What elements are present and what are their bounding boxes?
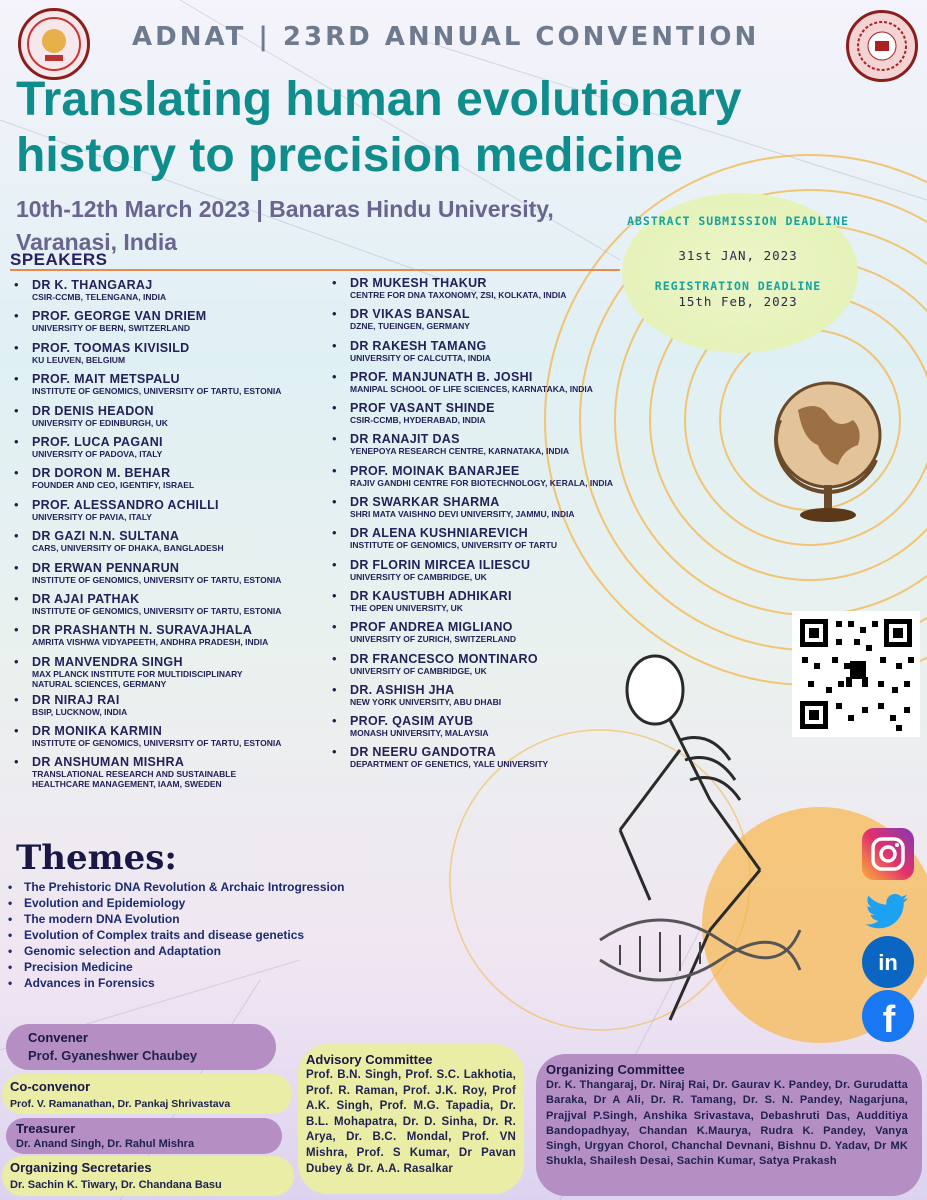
themes-list — [8, 880, 345, 992]
theme-item: • Evolution and Epidemiology — [8, 896, 345, 912]
facebook-icon[interactable] — [862, 990, 914, 1042]
theme-item: • The modern DNA Evolution — [8, 912, 345, 928]
speaker-name: • PROF. LUCA PAGANI — [32, 434, 163, 449]
speaker-affiliation: MONASH UNIVERSITY, MALAYSIA — [350, 728, 489, 739]
speaker-item — [8, 372, 338, 403]
speaker-item — [326, 683, 646, 714]
speaker-affiliation: RAJIV GANDHI CENTRE FOR BIOTECHNOLOGY, KERALA, INDIA — [350, 477, 614, 488]
speaker-item — [326, 339, 646, 370]
speaker-item — [326, 401, 646, 432]
speaker-affiliation: INSTITUTE OF GENOMICS, UNIVERSITY OF TARTU, ESTONIA — [32, 574, 282, 585]
speaker-item — [8, 529, 338, 560]
speaker-item — [326, 307, 646, 338]
speaker-affiliation: MAX PLANCK INSTITUTE FOR MULTIDISCIPLINARY NATURAL SCIENCES, GERMANY — [32, 668, 243, 689]
speaker-name: • DR RANAJIT DAS — [350, 432, 460, 447]
speaker-item — [326, 464, 646, 495]
svg-text:f: f — [882, 999, 896, 1041]
speaker-item — [8, 404, 338, 435]
coconvenor-names: Prof. V. Ramanathan, Dr. Pankaj Shrivastava — [10, 1098, 231, 1110]
speaker-item — [326, 714, 646, 745]
speaker-affiliation: TRANSLATIONAL RESEARCH AND SUSTAINABLE HEALTHCARE MANAGEMENT, IAAM, SWEDEN — [32, 769, 237, 790]
abstract-deadline-label: ABSTRACT SUBMISSION DEADLINE — [627, 214, 849, 228]
speaker-affiliation: BSIP, LUCKNOW, INDIA — [32, 706, 128, 717]
speaker-name: • PROF. GEORGE VAN DRIEM — [32, 309, 207, 324]
speaker-name: • DR NIRAJ RAI — [32, 692, 120, 707]
speaker-affiliation: CENTRE FOR DNA TAXONOMY, ZSI, KOLKATA, INDIA — [350, 290, 567, 300]
speaker-name: • PROF VASANT SHINDE — [350, 401, 495, 416]
speaker-name: • DR KAUSTUBH ADHIKARI — [350, 588, 512, 603]
speaker-affiliation: MANIPAL SCHOOL OF LIFE SCIENCES, KARNATAKA, INDIA — [350, 383, 593, 394]
twitter-icon[interactable] — [862, 884, 914, 936]
speaker-affiliation: CARS, UNIVERSITY OF DHAKA, BANGLADESH — [32, 543, 224, 554]
speaker-affiliation: KU LEUVEN, BELGIUM — [32, 354, 126, 365]
speaker-affiliation: UNIVERSITY OF PAVIA, ITALY — [32, 511, 152, 522]
speaker-name: • DR MANVENDRA SINGH — [32, 654, 183, 669]
theme-item: • Precision Medicine — [8, 960, 345, 976]
advisory-names: Prof. B.N. Singh, Prof. S.C. Lakhotia, Prof. R. Raman, Prof. J.K. Roy, Prof A.K. Singh, Prof. M.G. Tapadia, Dr. B.L. Mohapatra, Dr. D. Sinha, Dr. R. Arya, Dr. B.C. Mondal, Prof. VN Mishra, Prof. S Kumar, Dr Pavan Dubey & Dr. A.A. Rasalkar — [306, 1069, 516, 1175]
speaker-item — [326, 276, 646, 307]
theme-item: • The Prehistoric DNA Revolution & Archaic Introgression — [8, 880, 345, 896]
speaker-affiliation: UNIVERSITY OF PADOVA, ITALY — [32, 448, 163, 459]
speaker-item — [326, 558, 646, 589]
speaker-item — [8, 435, 338, 466]
speaker-item — [8, 278, 338, 309]
speaker-affiliation: NEW YORK UNIVERSITY, ABU DHABI — [350, 696, 502, 707]
speaker-affiliation: SHRI MATA VAISHNO DEVI UNIVERSITY, JAMMU, INDIA — [350, 509, 575, 520]
speaker-name: • DR ERWAN PENNARUN — [32, 560, 180, 575]
main-title: Translating human evolutionary history to precision medicine — [16, 73, 742, 182]
speaker-name: • PROF. ALESSANDRO ACHILLI — [32, 497, 219, 512]
speaker-name: • DR NEERU GANDOTRA — [350, 745, 497, 760]
theme-item: • Advances in Forensics — [8, 976, 345, 992]
speaker-name: • DR FLORIN MIRCEA ILIESCU — [350, 557, 531, 572]
speaker-affiliation: UNIVERSITY OF CAMBRIDGE, UK — [350, 665, 487, 676]
speaker-name: • PROF. QASIM AYUB — [350, 714, 474, 729]
globe-illustration — [768, 360, 888, 528]
speaker-item — [8, 309, 338, 340]
speaker-name: • DR AJAI PATHAK — [32, 591, 140, 606]
convener-name: Prof. Gyaneshwer Chaubey — [28, 1048, 198, 1063]
theme-item: • Evolution of Complex traits and disease genetics — [8, 928, 345, 944]
speaker-item — [326, 370, 646, 401]
treasurer-title: Treasurer — [16, 1121, 76, 1136]
secretaries-names: Dr. Sachin K. Tiwary, Dr. Chandana Basu — [10, 1179, 222, 1191]
speaker-name: • PROF. MOINAK BANARJEE — [350, 463, 520, 478]
bhu-logo — [18, 8, 90, 80]
speaker-item — [8, 724, 338, 755]
speaker-name: • DR VIKAS BANSAL — [350, 307, 470, 322]
theme-item: • Genomic selection and Adaptation — [8, 944, 345, 960]
coconvenor-title: Co-convenor — [10, 1079, 91, 1094]
registration-deadline-label: REGISTRATION DEADLINE — [654, 279, 822, 293]
speaker-name: • DR MUKESH THAKUR — [350, 276, 487, 290]
speaker-name: • DR. ASHISH JHA — [350, 682, 455, 697]
advisory-title: Advisory Committee — [306, 1052, 433, 1067]
registration-deadline-date: 15th FeB, 2023 — [678, 294, 798, 309]
speaker-affiliation: CSIR-CCMB, HYDERABAD, INDIA — [350, 415, 486, 426]
speaker-name: • DR PRASHANTH N. SURAVAJHALA — [32, 623, 253, 638]
speaker-name: • DR DENIS HEADON — [32, 403, 154, 418]
speakers-list-right — [326, 276, 646, 777]
speaker-name: • DR RAKESH TAMANG — [350, 338, 487, 353]
themes-heading: Themes: — [16, 838, 177, 878]
speaker-name: • PROF. TOOMAS KIVISILD — [32, 340, 190, 355]
speaker-item — [326, 745, 646, 776]
linkedin-icon[interactable] — [862, 936, 914, 988]
abstract-deadline-date: 31st JAN, 2023 — [678, 248, 798, 263]
speaker-affiliation: UNIVERSITY OF ZURICH, SWITZERLAND — [350, 634, 517, 645]
convention-title: ADNAT | 23RD ANNUAL CONVENTION — [132, 22, 760, 52]
speakers-heading: SPEAKERS — [10, 250, 108, 269]
speaker-affiliation: FOUNDER AND CEO, IGENTIFY, ISRAEL — [32, 480, 195, 491]
speaker-affiliation: DEPARTMENT OF GENETICS, YALE UNIVERSITY — [350, 759, 549, 770]
speaker-item — [8, 466, 338, 497]
qr-code[interactable] — [792, 611, 920, 737]
speakers-list-left — [8, 278, 338, 790]
organizing-title: Organizing Committee — [546, 1062, 685, 1077]
speaker-item — [8, 561, 338, 592]
speaker-name: • PROF ANDREA MIGLIANO — [350, 620, 513, 635]
speaker-name: • DR DORON M. BEHAR — [32, 466, 171, 481]
speaker-item — [8, 498, 338, 529]
speaker-affiliation: INSTITUTE OF GENOMICS, UNIVERSITY OF TARTU, ESTONIA — [32, 738, 282, 749]
speaker-affiliation: INSTITUTE OF GENOMICS, UNIVERSITY OF TARTU, ESTONIA — [32, 605, 282, 616]
speaker-name: • DR GAZI N.N. SULTANA — [32, 529, 180, 544]
speaker-affiliation: INSTITUTE OF GENOMICS, UNIVERSITY OF TARTU, ESTONIA — [32, 386, 282, 397]
speaker-item — [326, 652, 646, 683]
speaker-affiliation: DZNE, TUEINGEN, GERMANY — [350, 321, 470, 332]
treasurer-names: Dr. Anand Singh, Dr. Rahul Mishra — [16, 1138, 195, 1150]
speaker-affiliation: AMRITA VISHWA VIDYAPEETH, ANDHRA PRADESH, INDIA — [32, 637, 269, 648]
secretaries-title: Organizing Secretaries — [10, 1160, 152, 1175]
speaker-affiliation: INSTITUTE OF GENOMICS, UNIVERSITY OF TARTU — [350, 540, 557, 551]
divider — [10, 269, 620, 271]
speaker-name: • DR K. THANGARAJ — [32, 278, 153, 292]
speaker-item — [326, 526, 646, 557]
speaker-item — [8, 341, 338, 372]
speaker-item — [326, 495, 646, 526]
speaker-affiliation: UNIVERSITY OF CAMBRIDGE, UK — [350, 571, 487, 582]
speaker-item — [8, 655, 338, 693]
speaker-affiliation: UNIVERSITY OF EDINBURGH, UK — [32, 417, 168, 428]
speaker-affiliation: UNIVERSITY OF BERN, SWITZERLAND — [32, 323, 191, 334]
convener-title: Convener — [28, 1030, 88, 1045]
speaker-item — [8, 592, 338, 623]
speaker-item — [326, 432, 646, 463]
speaker-name: • PROF. MANJUNATH B. JOSHI — [350, 369, 533, 384]
speaker-affiliation: CSIR-CCMB, TELENGANA, INDIA — [32, 292, 167, 302]
date-venue: 10th-12th March 2023 | Banaras Hindu University, Varanasi, India — [16, 196, 554, 255]
speaker-name: • DR SWARKAR SHARMA — [350, 495, 500, 510]
speaker-name: • PROF. MAIT METSPALU — [32, 372, 180, 387]
speaker-item — [8, 623, 338, 654]
speaker-item — [8, 693, 338, 724]
instagram-icon[interactable] — [862, 828, 914, 880]
speaker-item — [8, 755, 338, 790]
speaker-name: • DR FRANCESCO MONTINARO — [350, 651, 538, 666]
speaker-name: • DR MONIKA KARMIN — [32, 724, 163, 739]
svg-text:in: in — [878, 950, 898, 975]
speaker-item — [326, 589, 646, 620]
speaker-affiliation: THE OPEN UNIVERSITY, UK — [350, 602, 463, 613]
organizing-names: Dr. K. Thangaraj, Dr. Niraj Rai, Dr. Gaurav K. Pandey, Dr. Gurudatta Baraka, Dr A Ali, Dr. R. Tamang, Dr. S. N. Pandey, Nagarjuna, Prajjval P.Singh, Anshika Srivastava, Debashruti Das, Audditiya Bandopadhyay, Chandan K.Maurya, Rudra K. Pandey, Vanya Singh, Urgyan Chorol, Chanchal Devnani, Bishnu D. Yadav, Dr MK Shukla, Shailesh Desai, Sachin Kumar, Satya Prakash — [546, 1079, 908, 1168]
speaker-item — [326, 620, 646, 651]
speaker-name: • DR ALENA KUSHNIAREVICH — [350, 526, 528, 541]
speaker-affiliation: UNIVERSITY OF CALCUTTA, INDIA — [350, 352, 491, 363]
speaker-name: • DR ANSHUMAN MISHRA — [32, 755, 185, 770]
speaker-affiliation: YENEPOYA RESEARCH CENTRE, KARNATAKA, INDIA — [350, 446, 570, 457]
